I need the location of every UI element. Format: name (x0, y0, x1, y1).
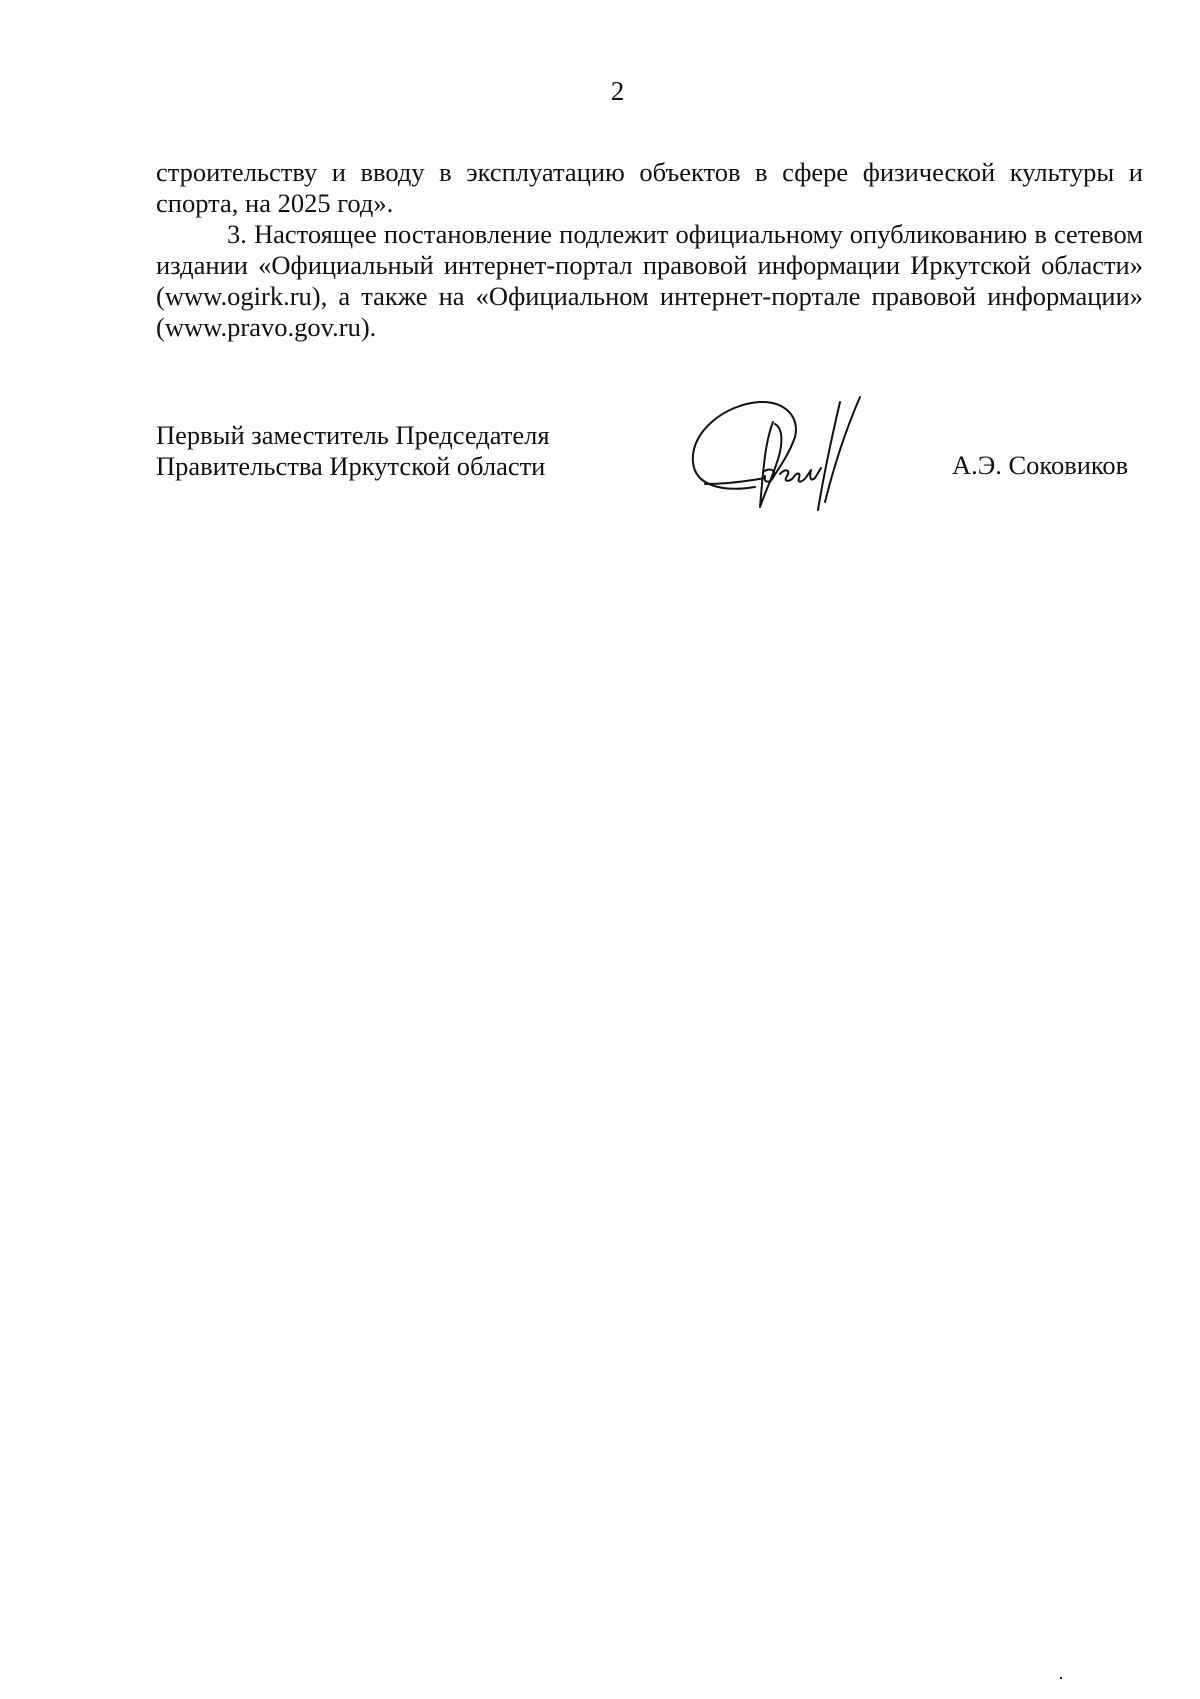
document-body (156, 157, 1143, 343)
signer-name: А.Э. Соковиков (952, 450, 1129, 480)
signer-position-line-2: Правительства Иркутской области (156, 451, 546, 481)
paragraph-continuation: строительству и вводу в эксплуатацию объектов в сфере физической культуры и спорта, на 2025 год». (156, 157, 1143, 218)
handwritten-signature-icon (685, 392, 915, 522)
signer-position-line-1: Первый заместитель Председателя (156, 420, 550, 450)
paragraph-3-publication: 3. Настоящее постановление подлежит официальному опубликованию в сетевом издании «Официальный интернет-портал правовой информации Иркутской области» (www.ogirk.ru), а также на «Официальном интернет-портале правовой информации» (www.pravo.gov.ru). (156, 219, 1143, 342)
page-number: 2 (610, 76, 625, 106)
scan-artifact (1060, 1677, 1062, 1679)
signer-position (156, 420, 550, 482)
